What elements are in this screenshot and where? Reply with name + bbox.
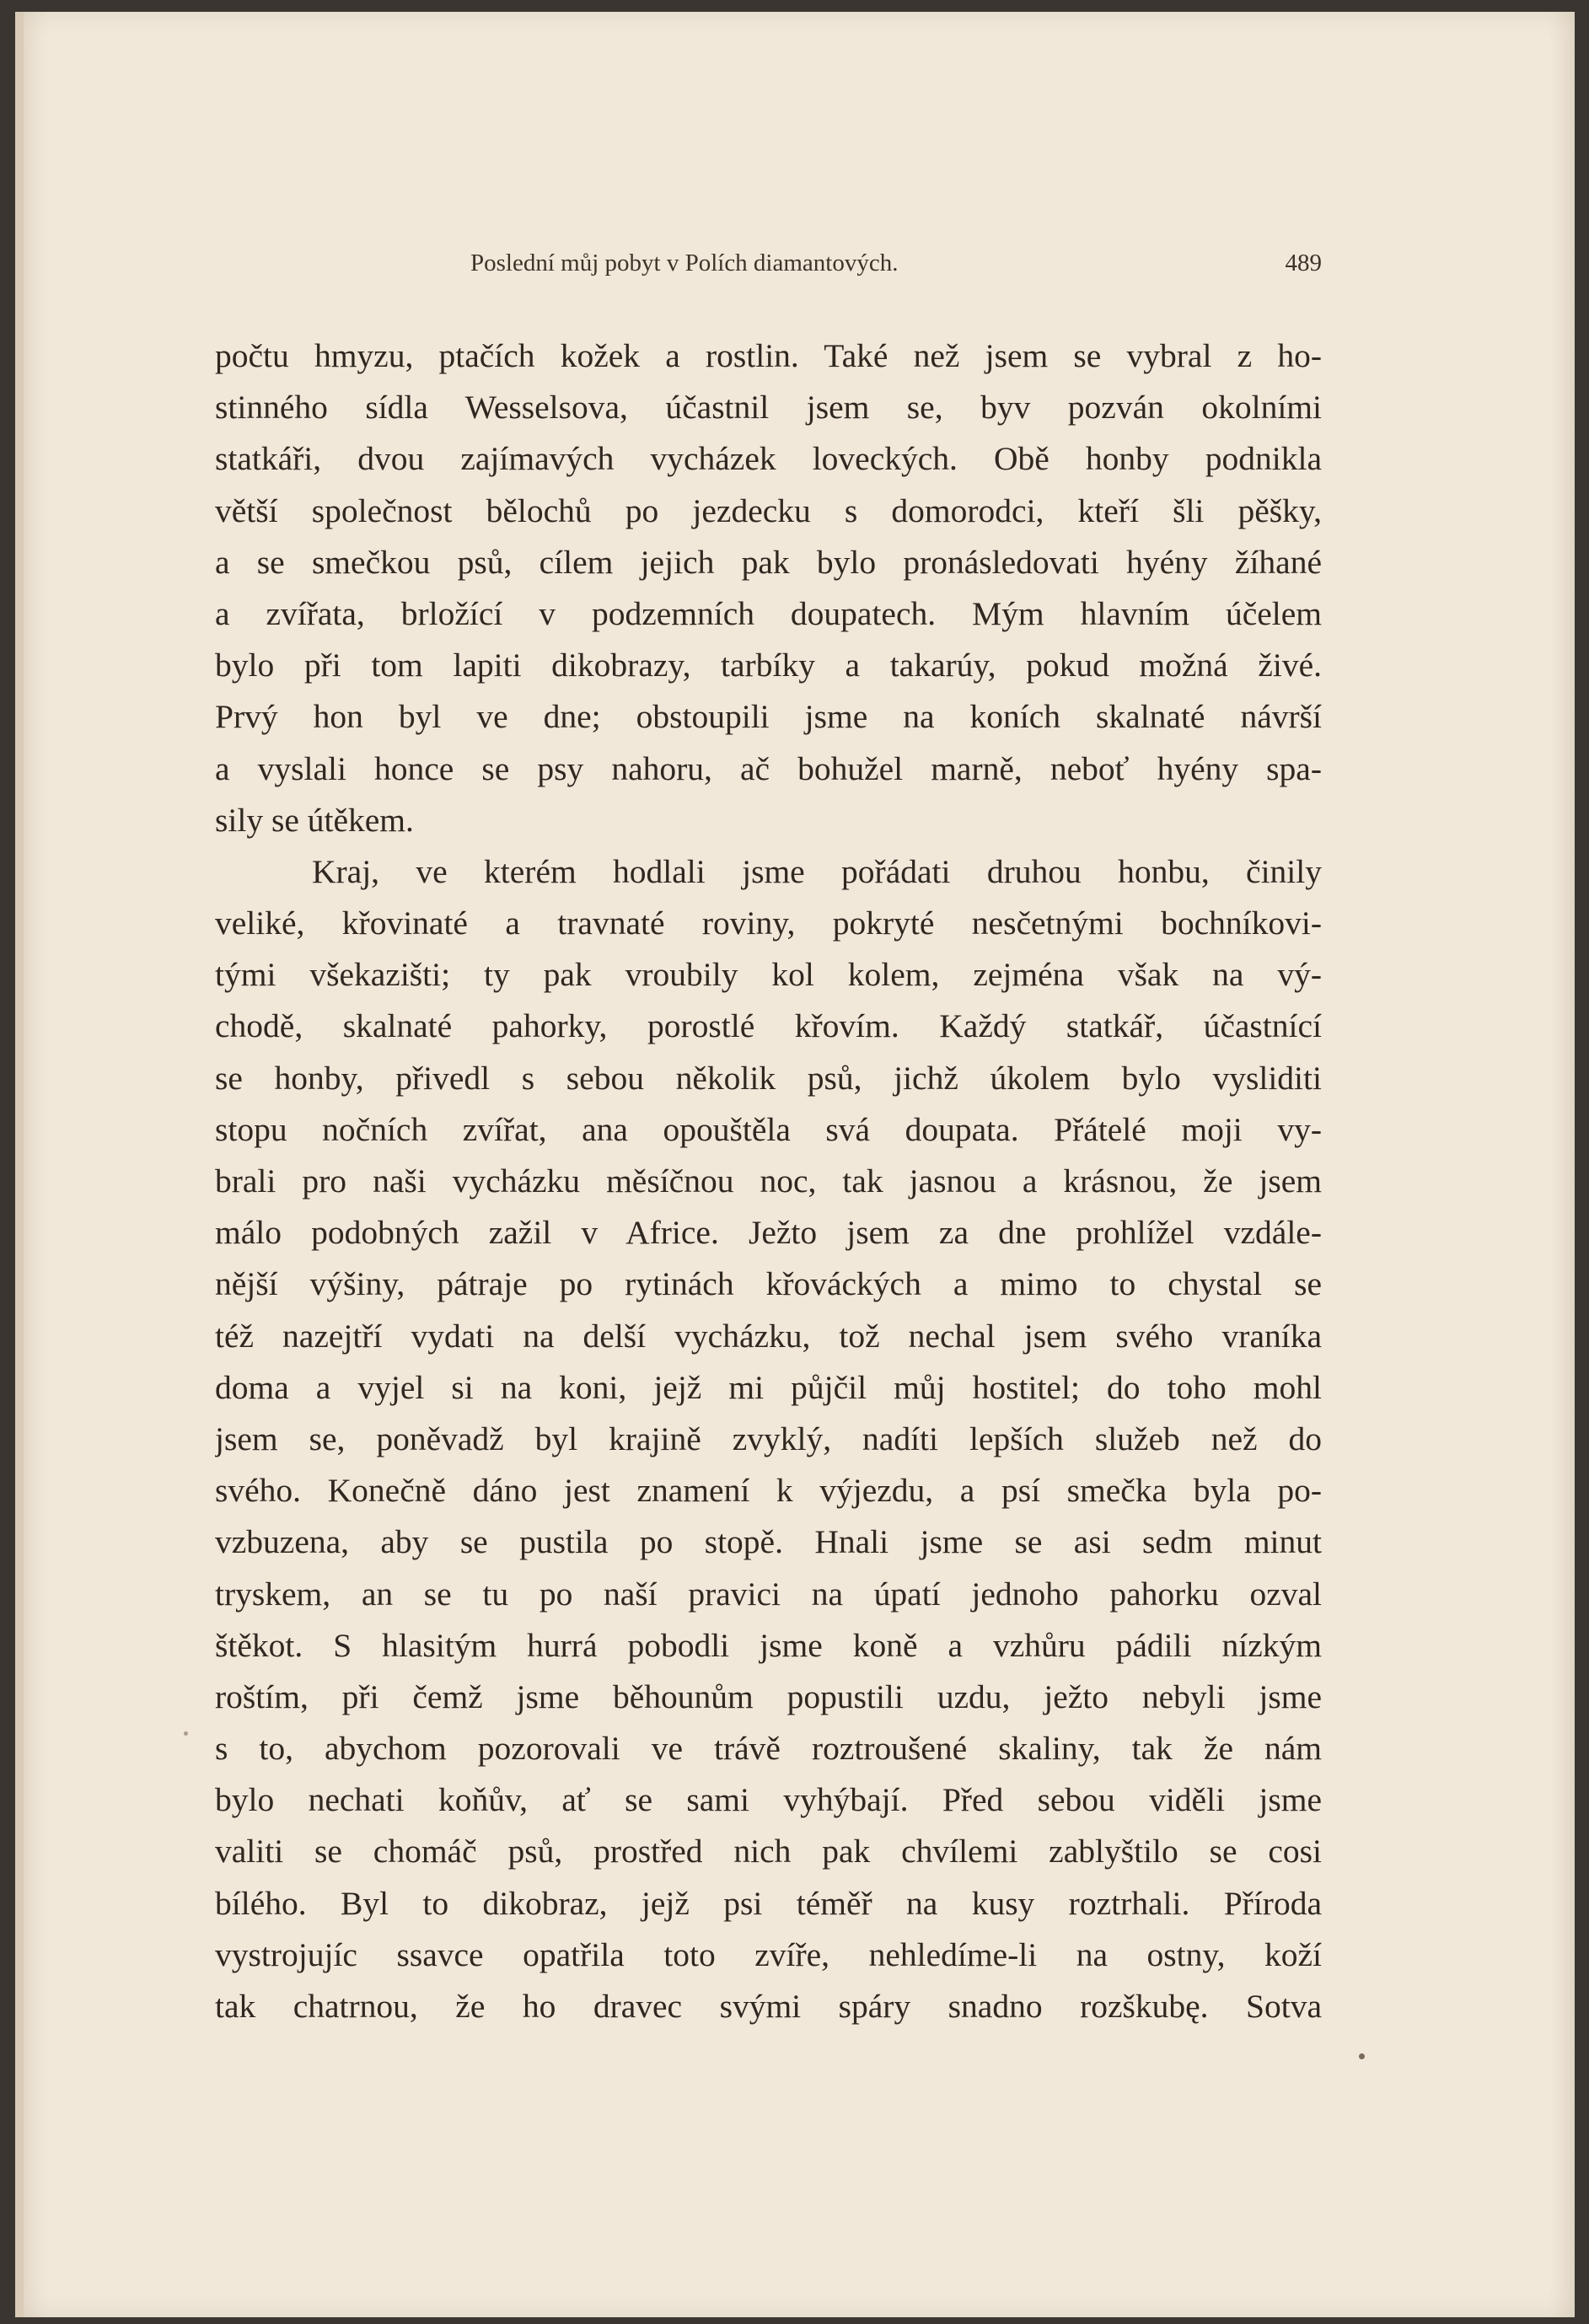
page-spine-edge xyxy=(15,12,24,2317)
text-line: počtu hmyzu, ptačích kožek a rostlin. Také než jsem se vybral z ho- xyxy=(215,337,1322,374)
text-line: též nazejtří vydati na delší vycházku, tož nechal jsem svého vraníka xyxy=(215,1317,1322,1355)
text-line: chodě, skalnaté pahorky, porostlé křovím. Každý statkář, účastnící xyxy=(215,1007,1322,1045)
text-line: valiti se chomáč psů, prostřed nich pak chvílemi zablyštilo se cosi xyxy=(215,1833,1322,1870)
paper-speck xyxy=(184,1731,188,1736)
page-number: 489 xyxy=(1285,250,1322,276)
text-line: málo podobných zažil v Africe. Ježto jsem za dne prohlížel vzdále- xyxy=(215,1214,1322,1252)
text-line: a vyslali honce se psy nahoru, ač bohužel marně, neboť hyény spa- xyxy=(215,749,1322,787)
text-line: sily se útěkem. xyxy=(215,801,414,839)
body-text xyxy=(215,330,1322,2032)
text-line: roštím, při čemž jsme běhounům popustili uzdu, ježto nebyli jsme xyxy=(215,1677,1322,1715)
text-line: stopu nočních zvířat, ana opouštěla svá doupata. Přátelé moji vy- xyxy=(215,1110,1322,1148)
text-line: tými všekazišti; ty pak vroubily kol kolem, zejména však na vý- xyxy=(215,956,1322,994)
text-line: Kraj, ve kterém hodlali jsme pořádati druhou honbu, činily xyxy=(312,852,1322,890)
text-line: veliké, křovinaté a travnaté roviny, pokryté nesčetnými bochníkovi- xyxy=(215,904,1322,942)
text-line: se honby, přivedl s sebou několik psů, jichž úkolem bylo vysliditi xyxy=(215,1059,1322,1097)
text-line: bylo při tom lapiti dikobrazy, tarbíky a takarúy, pokud možná živé. xyxy=(215,647,1322,684)
text-line: tryskem, an se tu po naší pravici na úpatí jednoho pahorku ozval xyxy=(215,1575,1322,1613)
text-line: stinného sídla Wesselsova, účastnil jsem se, byv pozván okolními xyxy=(215,389,1322,427)
text-line: větší společnost bělochů po jezdecku s domorodci, kteří šli pěšky, xyxy=(215,491,1322,529)
text-line: brali pro naši vycházku měsíčnou noc, tak jasnou a krásnou, že jsem xyxy=(215,1162,1322,1200)
text-line: jsem se, poněvadž byl krajině zvyklý, nadíti lepších služeb než do xyxy=(215,1420,1322,1457)
paragraph xyxy=(215,846,1322,2032)
text-line: nější výšiny, pátraje po rytinách křováckých a mimo to chystal se xyxy=(215,1265,1322,1303)
text-line: bílého. Byl to dikobraz, jejž psi téměř na kusy roztrhali. Příroda xyxy=(215,1884,1322,1922)
text-line: doma a vyjel si na koni, jejž mi půjčil můj hostitel; do toho mohl xyxy=(215,1368,1322,1406)
text-line: štěkot. S hlasitým hurrá pobodli jsme koně a vzhůru pádili nízkým xyxy=(215,1626,1322,1664)
text-line: vzbuzena, aby se pustila po stopě. Hnali jsme se asi sedm minut xyxy=(215,1523,1322,1561)
page-header xyxy=(470,241,1322,283)
paper-speck xyxy=(1359,2053,1365,2059)
running-title: Poslední můj pobyt v Polích diamantových. xyxy=(470,250,899,276)
text-line: statkáři, dvou zajímavých vycházek loveckých. Obě honby podnikla xyxy=(215,440,1322,478)
text-line: a se smečkou psů, cílem jejich pak bylo pronásledovati hyény žíhané xyxy=(215,543,1322,581)
text-line: svého. Konečně dáno jest znamení k výjezdu, a psí smečka byla po- xyxy=(215,1472,1322,1510)
book-page xyxy=(15,12,1575,2317)
text-line: vystrojujíc ssavce opatřila toto zvíře, nehledíme-li na ostny, koží xyxy=(215,1935,1322,1973)
paragraph xyxy=(215,330,1322,846)
text-line: a zvířata, brložící v podzemních doupatech. Mým hlavním účelem xyxy=(215,594,1322,632)
text-line: tak chatrnou, že ho dravec svými spáry snadno rozškubę. Sotva xyxy=(215,1988,1322,2025)
text-line: Prvý hon byl ve dne; obstoupili jsme na koních skalnaté návrší xyxy=(215,698,1322,736)
text-line: bylo nechati koňův, ať se sami vyhýbají. Před sebou viděli jsme xyxy=(215,1781,1322,1819)
text-line: s to, abychom pozorovali ve trávě roztroušené skaliny, tak že nám xyxy=(215,1730,1322,1768)
